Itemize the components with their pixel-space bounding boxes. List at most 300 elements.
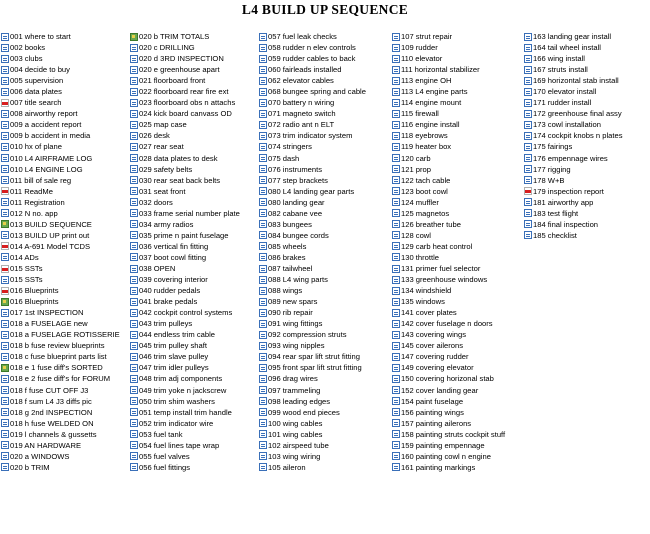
doc-icon xyxy=(1,276,9,284)
file-item[interactable] xyxy=(392,351,505,362)
file-item-label: 018 e 2 fuse diff's for FORUM xyxy=(10,374,111,384)
file-item-label: 085 wheels xyxy=(268,241,307,251)
file-item-label: 020 a WINDOWS xyxy=(10,451,70,461)
file-item-label: 119 heater box xyxy=(401,142,452,152)
doc-icon xyxy=(524,198,532,206)
file-item[interactable] xyxy=(1,164,120,175)
doc-icon xyxy=(259,88,267,96)
file-item[interactable] xyxy=(392,42,505,53)
doc-icon xyxy=(392,386,400,394)
file-column-5 xyxy=(524,31,623,241)
file-item[interactable] xyxy=(130,373,240,384)
file-item[interactable] xyxy=(259,141,366,152)
file-item[interactable] xyxy=(1,252,120,263)
file-item[interactable] xyxy=(130,153,240,164)
file-item[interactable] xyxy=(392,130,505,141)
file-item[interactable] xyxy=(392,230,505,241)
file-item[interactable] xyxy=(130,340,240,351)
file-item-label: 092 compression struts xyxy=(268,330,347,340)
doc-icon xyxy=(259,386,267,394)
file-item[interactable] xyxy=(392,318,505,329)
file-item[interactable] xyxy=(130,362,240,373)
file-item[interactable] xyxy=(524,42,623,53)
file-item[interactable] xyxy=(130,108,240,119)
file-item[interactable] xyxy=(259,451,366,462)
doc-icon xyxy=(259,55,267,63)
file-item[interactable] xyxy=(130,97,240,108)
file-item[interactable] xyxy=(130,396,240,407)
file-item[interactable] xyxy=(524,86,623,97)
file-item-label: 031 seat front xyxy=(139,186,186,196)
file-item[interactable] xyxy=(259,385,366,396)
file-item[interactable] xyxy=(259,230,366,241)
doc-icon xyxy=(259,99,267,107)
file-item[interactable] xyxy=(259,362,366,373)
file-item[interactable] xyxy=(259,440,366,451)
file-item[interactable] xyxy=(524,208,623,219)
file-item-label: 071 magneto switch xyxy=(268,109,336,119)
file-item[interactable] xyxy=(130,175,240,186)
file-item[interactable] xyxy=(259,31,366,42)
file-item-label: 033 frame serial number plate xyxy=(139,208,240,218)
doc-icon xyxy=(392,309,400,317)
file-item[interactable] xyxy=(1,373,120,384)
file-item-label: 016 Blueprints xyxy=(10,286,59,296)
file-item[interactable] xyxy=(524,197,623,208)
file-item[interactable] xyxy=(392,296,505,307)
doc-icon xyxy=(130,198,138,206)
doc-icon xyxy=(130,408,138,416)
file-item[interactable] xyxy=(1,418,120,429)
file-item-label: 005 supervision xyxy=(10,76,64,86)
file-item[interactable] xyxy=(259,108,366,119)
file-item-label: 001 where to start xyxy=(10,32,71,42)
doc-icon xyxy=(524,77,532,85)
file-item-label: 088 L4 wing parts xyxy=(268,275,328,285)
file-item[interactable] xyxy=(392,31,505,42)
file-item[interactable] xyxy=(130,241,240,252)
file-item-label: 004 decide to buy xyxy=(10,65,70,75)
file-item[interactable] xyxy=(1,53,120,64)
file-item-label: 082 cabane vee xyxy=(268,208,323,218)
file-item[interactable] xyxy=(259,175,366,186)
doc-icon xyxy=(130,287,138,295)
file-item[interactable] xyxy=(130,219,240,230)
file-item[interactable] xyxy=(392,274,505,285)
file-item-label: 133 greenhouse windows xyxy=(401,275,488,285)
file-item[interactable] xyxy=(130,186,240,197)
file-item-label: 093 wing nipples xyxy=(268,341,325,351)
doc-icon xyxy=(259,209,267,217)
file-item[interactable] xyxy=(392,462,505,473)
doc-icon xyxy=(1,408,9,416)
file-item[interactable] xyxy=(524,175,623,186)
file-item[interactable] xyxy=(392,97,505,108)
file-item[interactable] xyxy=(392,396,505,407)
shot-icon xyxy=(1,220,9,228)
file-item[interactable] xyxy=(392,119,505,130)
file-item[interactable] xyxy=(1,119,120,130)
file-item[interactable] xyxy=(130,418,240,429)
shot-icon xyxy=(1,298,9,306)
file-item[interactable] xyxy=(1,274,120,285)
file-item[interactable] xyxy=(524,97,623,108)
file-item-label: 018 e 1 fuse diff's SORTED xyxy=(10,363,103,373)
file-item-label: 076 instruments xyxy=(268,164,323,174)
file-item-label: 087 tailwheel xyxy=(268,264,313,273)
file-item-label: 030 rear seat back belts xyxy=(139,175,221,185)
file-item[interactable] xyxy=(392,451,505,462)
file-item[interactable] xyxy=(130,296,240,307)
file-column-3 xyxy=(259,31,366,473)
file-item[interactable] xyxy=(524,219,623,230)
file-item[interactable] xyxy=(259,97,366,108)
file-item-label: 152 cover landing gear xyxy=(401,385,479,395)
file-item-label: 181 airworthy app xyxy=(533,197,594,207)
file-item-label: 090 rib repair xyxy=(268,308,313,318)
pdf-icon xyxy=(1,187,9,195)
doc-icon xyxy=(1,209,9,217)
file-item-label: 044 endless trim cable xyxy=(139,330,215,340)
file-item[interactable] xyxy=(130,64,240,75)
file-item[interactable] xyxy=(524,230,623,241)
file-item-label: 113 engine OH xyxy=(401,76,452,86)
file-item[interactable] xyxy=(1,296,120,307)
doc-icon xyxy=(524,154,532,162)
file-item[interactable] xyxy=(1,329,120,340)
file-item-label: 120 carb xyxy=(401,153,431,163)
file-item-label: 009 a accident report xyxy=(10,120,82,130)
doc-icon xyxy=(259,33,267,41)
file-item[interactable] xyxy=(1,440,120,451)
file-item[interactable] xyxy=(1,362,120,373)
file-item-label: 020 c DRILLING xyxy=(139,43,195,53)
file-item[interactable] xyxy=(259,252,366,263)
pdf-icon xyxy=(1,265,9,273)
file-item[interactable] xyxy=(259,75,366,86)
file-item[interactable] xyxy=(259,462,366,473)
file-item[interactable] xyxy=(1,31,120,42)
file-item-label: 056 fuel fittings xyxy=(139,462,191,472)
file-item-label: 086 brakes xyxy=(268,252,306,262)
file-item-label: 010 L4 ENGINE LOG xyxy=(10,164,83,174)
file-item[interactable] xyxy=(1,42,120,53)
file-item[interactable] xyxy=(259,307,366,318)
file-item[interactable] xyxy=(130,429,240,440)
doc-icon xyxy=(392,375,400,383)
doc-icon xyxy=(1,375,9,383)
doc-icon xyxy=(524,165,532,173)
file-item[interactable] xyxy=(259,373,366,384)
file-item-label: 107 strut repair xyxy=(401,32,453,42)
file-item-label: 041 brake pedals xyxy=(139,297,198,307)
file-item[interactable] xyxy=(259,351,366,362)
file-item[interactable] xyxy=(259,153,366,164)
file-item[interactable] xyxy=(130,307,240,318)
file-item[interactable] xyxy=(259,86,366,97)
file-item[interactable] xyxy=(1,351,120,362)
file-item[interactable] xyxy=(524,153,623,164)
file-item[interactable] xyxy=(1,385,120,396)
file-item[interactable] xyxy=(130,440,240,451)
file-item-label: 163 landing gear install xyxy=(533,32,612,42)
file-item[interactable] xyxy=(1,429,120,440)
file-item[interactable] xyxy=(392,241,505,252)
file-item[interactable] xyxy=(524,164,623,175)
file-item[interactable] xyxy=(392,53,505,64)
file-item-label: 051 temp install trim handle xyxy=(139,407,232,417)
file-item[interactable] xyxy=(392,329,505,340)
file-item[interactable] xyxy=(392,219,505,230)
file-item[interactable] xyxy=(1,86,120,97)
doc-icon xyxy=(1,143,9,151)
file-item[interactable] xyxy=(392,340,505,351)
file-item[interactable] xyxy=(130,230,240,241)
file-item-label: 040 rudder pedals xyxy=(139,286,201,296)
file-item-label: 158 painting struts cockpit stuff xyxy=(401,429,506,439)
doc-icon xyxy=(259,198,267,206)
file-item[interactable] xyxy=(259,263,366,274)
doc-icon xyxy=(130,419,138,427)
doc-icon xyxy=(130,99,138,107)
file-item-label: 007 title search xyxy=(10,98,62,108)
file-item[interactable] xyxy=(130,274,240,285)
file-item[interactable] xyxy=(130,141,240,152)
file-item[interactable] xyxy=(130,451,240,462)
file-item[interactable] xyxy=(259,241,366,252)
file-item[interactable] xyxy=(392,86,505,97)
file-item[interactable] xyxy=(259,219,366,230)
file-item[interactable] xyxy=(524,108,623,119)
file-item[interactable] xyxy=(130,329,240,340)
file-item[interactable] xyxy=(1,64,120,75)
file-item[interactable] xyxy=(130,42,240,53)
file-item[interactable] xyxy=(130,86,240,97)
file-item-label: 018 c fuse blueprint parts list xyxy=(10,352,107,362)
file-item-label: 010 L4 AIRFRAME LOG xyxy=(10,153,93,163)
file-item-label: 171 rudder install xyxy=(533,98,592,108)
file-item[interactable] xyxy=(392,285,505,296)
file-item[interactable] xyxy=(392,64,505,75)
doc-icon xyxy=(392,287,400,295)
file-item[interactable] xyxy=(1,230,120,241)
file-item[interactable] xyxy=(259,274,366,285)
doc-icon xyxy=(259,66,267,74)
file-item[interactable] xyxy=(259,186,366,197)
file-item[interactable] xyxy=(524,130,623,141)
file-item[interactable] xyxy=(524,186,623,197)
file-item-label: 006 data plates xyxy=(10,87,62,97)
file-item[interactable] xyxy=(259,42,366,53)
file-item[interactable] xyxy=(1,197,120,208)
file-item[interactable] xyxy=(259,208,366,219)
file-item[interactable] xyxy=(1,340,120,351)
file-column-2 xyxy=(130,31,240,473)
doc-icon xyxy=(130,176,138,184)
file-item[interactable] xyxy=(1,75,120,86)
file-item[interactable] xyxy=(1,208,120,219)
file-item[interactable] xyxy=(130,407,240,418)
file-item[interactable] xyxy=(392,429,505,440)
file-item-label: 045 trim pulley shaft xyxy=(139,341,207,351)
file-item-label: 149 covering elevator xyxy=(401,363,474,373)
doc-icon xyxy=(524,220,532,228)
file-item[interactable] xyxy=(524,75,623,86)
file-item[interactable] xyxy=(1,285,120,296)
file-item[interactable] xyxy=(130,164,240,175)
file-item[interactable] xyxy=(259,396,366,407)
file-item-label: 011 ReadMe xyxy=(10,186,53,196)
doc-icon xyxy=(130,143,138,151)
file-item-label: 021 floorboard front xyxy=(139,76,206,86)
file-item[interactable] xyxy=(392,373,505,384)
file-item[interactable] xyxy=(1,407,120,418)
file-item[interactable] xyxy=(1,175,120,186)
doc-icon xyxy=(130,242,138,250)
doc-icon xyxy=(1,353,9,361)
file-item[interactable] xyxy=(1,318,120,329)
file-item[interactable] xyxy=(524,53,623,64)
doc-icon xyxy=(392,353,400,361)
file-item[interactable] xyxy=(1,130,120,141)
file-item[interactable] xyxy=(392,75,505,86)
file-item[interactable] xyxy=(392,362,505,373)
file-item-label: 161 painting markings xyxy=(401,462,476,472)
file-item[interactable] xyxy=(392,164,505,175)
file-item[interactable] xyxy=(392,197,505,208)
file-item[interactable] xyxy=(1,263,120,274)
file-item[interactable] xyxy=(392,418,505,429)
file-item[interactable] xyxy=(392,307,505,318)
file-item[interactable] xyxy=(130,351,240,362)
file-item[interactable] xyxy=(1,451,120,462)
file-item[interactable] xyxy=(1,97,120,108)
file-item-label: 020 e greenhouse apart xyxy=(139,65,220,75)
file-item[interactable] xyxy=(130,318,240,329)
doc-icon xyxy=(130,154,138,162)
doc-icon xyxy=(392,33,400,41)
file-item[interactable] xyxy=(524,119,623,130)
file-item[interactable] xyxy=(1,153,120,164)
file-item[interactable] xyxy=(130,385,240,396)
file-item[interactable] xyxy=(130,208,240,219)
file-item[interactable] xyxy=(1,462,120,473)
file-item[interactable] xyxy=(524,141,623,152)
file-item-label: 077 step brackets xyxy=(268,175,328,185)
file-item-label: 083 bungees xyxy=(268,219,312,229)
file-item[interactable] xyxy=(130,197,240,208)
doc-icon xyxy=(1,33,9,41)
file-item[interactable] xyxy=(259,418,366,429)
file-item-label: 113 L4 engine parts xyxy=(401,87,468,97)
file-item[interactable] xyxy=(392,208,505,219)
doc-icon xyxy=(259,419,267,427)
file-item-label: 032 doors xyxy=(139,197,173,207)
file-item[interactable] xyxy=(1,219,120,230)
file-item[interactable] xyxy=(130,285,240,296)
file-item[interactable] xyxy=(392,263,505,274)
file-item[interactable] xyxy=(259,197,366,208)
file-item[interactable] xyxy=(1,108,120,119)
doc-icon xyxy=(1,154,9,162)
file-item[interactable] xyxy=(392,141,505,152)
file-item[interactable] xyxy=(392,407,505,418)
doc-icon xyxy=(259,309,267,317)
file-item[interactable] xyxy=(130,130,240,141)
file-item[interactable] xyxy=(392,385,505,396)
doc-icon xyxy=(259,331,267,339)
file-item[interactable] xyxy=(259,64,366,75)
file-item[interactable] xyxy=(392,186,505,197)
file-item[interactable] xyxy=(130,31,240,42)
file-item-label: 028 data plates to desk xyxy=(139,153,218,163)
file-item[interactable] xyxy=(392,175,505,186)
file-item-label: 121 prop xyxy=(401,164,431,174)
doc-icon xyxy=(392,463,400,471)
file-item[interactable] xyxy=(392,440,505,451)
doc-icon xyxy=(130,298,138,306)
doc-icon xyxy=(392,209,400,217)
file-item-label: 128 cowl xyxy=(401,230,431,240)
pdf-icon xyxy=(1,242,9,250)
file-item[interactable] xyxy=(1,141,120,152)
file-item[interactable] xyxy=(524,64,623,75)
file-item-label: 073 trim indicator system xyxy=(268,131,353,141)
file-item[interactable] xyxy=(392,252,505,263)
file-item[interactable] xyxy=(130,263,240,274)
doc-icon xyxy=(259,132,267,140)
file-item[interactable] xyxy=(259,329,366,340)
doc-icon xyxy=(392,165,400,173)
file-item[interactable] xyxy=(1,307,120,318)
file-item[interactable] xyxy=(1,186,120,197)
file-item[interactable] xyxy=(130,252,240,263)
file-item[interactable] xyxy=(1,396,120,407)
file-item[interactable] xyxy=(259,407,366,418)
file-item[interactable] xyxy=(259,130,366,141)
doc-icon xyxy=(259,231,267,239)
file-item[interactable] xyxy=(259,285,366,296)
file-item[interactable] xyxy=(259,318,366,329)
file-item[interactable] xyxy=(259,53,366,64)
file-item[interactable] xyxy=(259,340,366,351)
file-item[interactable] xyxy=(259,164,366,175)
file-item[interactable] xyxy=(130,75,240,86)
file-item[interactable] xyxy=(392,153,505,164)
doc-icon xyxy=(130,187,138,195)
file-item-label: 169 horizontal stab install xyxy=(533,76,619,86)
doc-icon xyxy=(1,309,9,317)
file-item-label: 075 dash xyxy=(268,153,300,163)
file-item-label: 070 battery n wiring xyxy=(268,98,335,108)
file-item[interactable] xyxy=(130,53,240,64)
file-item[interactable] xyxy=(259,296,366,307)
file-item[interactable] xyxy=(130,462,240,473)
file-item[interactable] xyxy=(259,429,366,440)
file-item[interactable] xyxy=(130,119,240,130)
doc-icon xyxy=(524,44,532,52)
file-item[interactable] xyxy=(392,108,505,119)
doc-icon xyxy=(259,320,267,328)
file-item-label: 174 cockpit knobs n plates xyxy=(533,131,623,141)
file-item[interactable] xyxy=(524,31,623,42)
file-item[interactable] xyxy=(259,119,366,130)
file-item[interactable] xyxy=(1,241,120,252)
doc-icon xyxy=(259,110,267,118)
doc-icon xyxy=(392,298,400,306)
file-item-label: 157 painting ailerons xyxy=(401,418,472,428)
shot-icon xyxy=(130,33,138,41)
